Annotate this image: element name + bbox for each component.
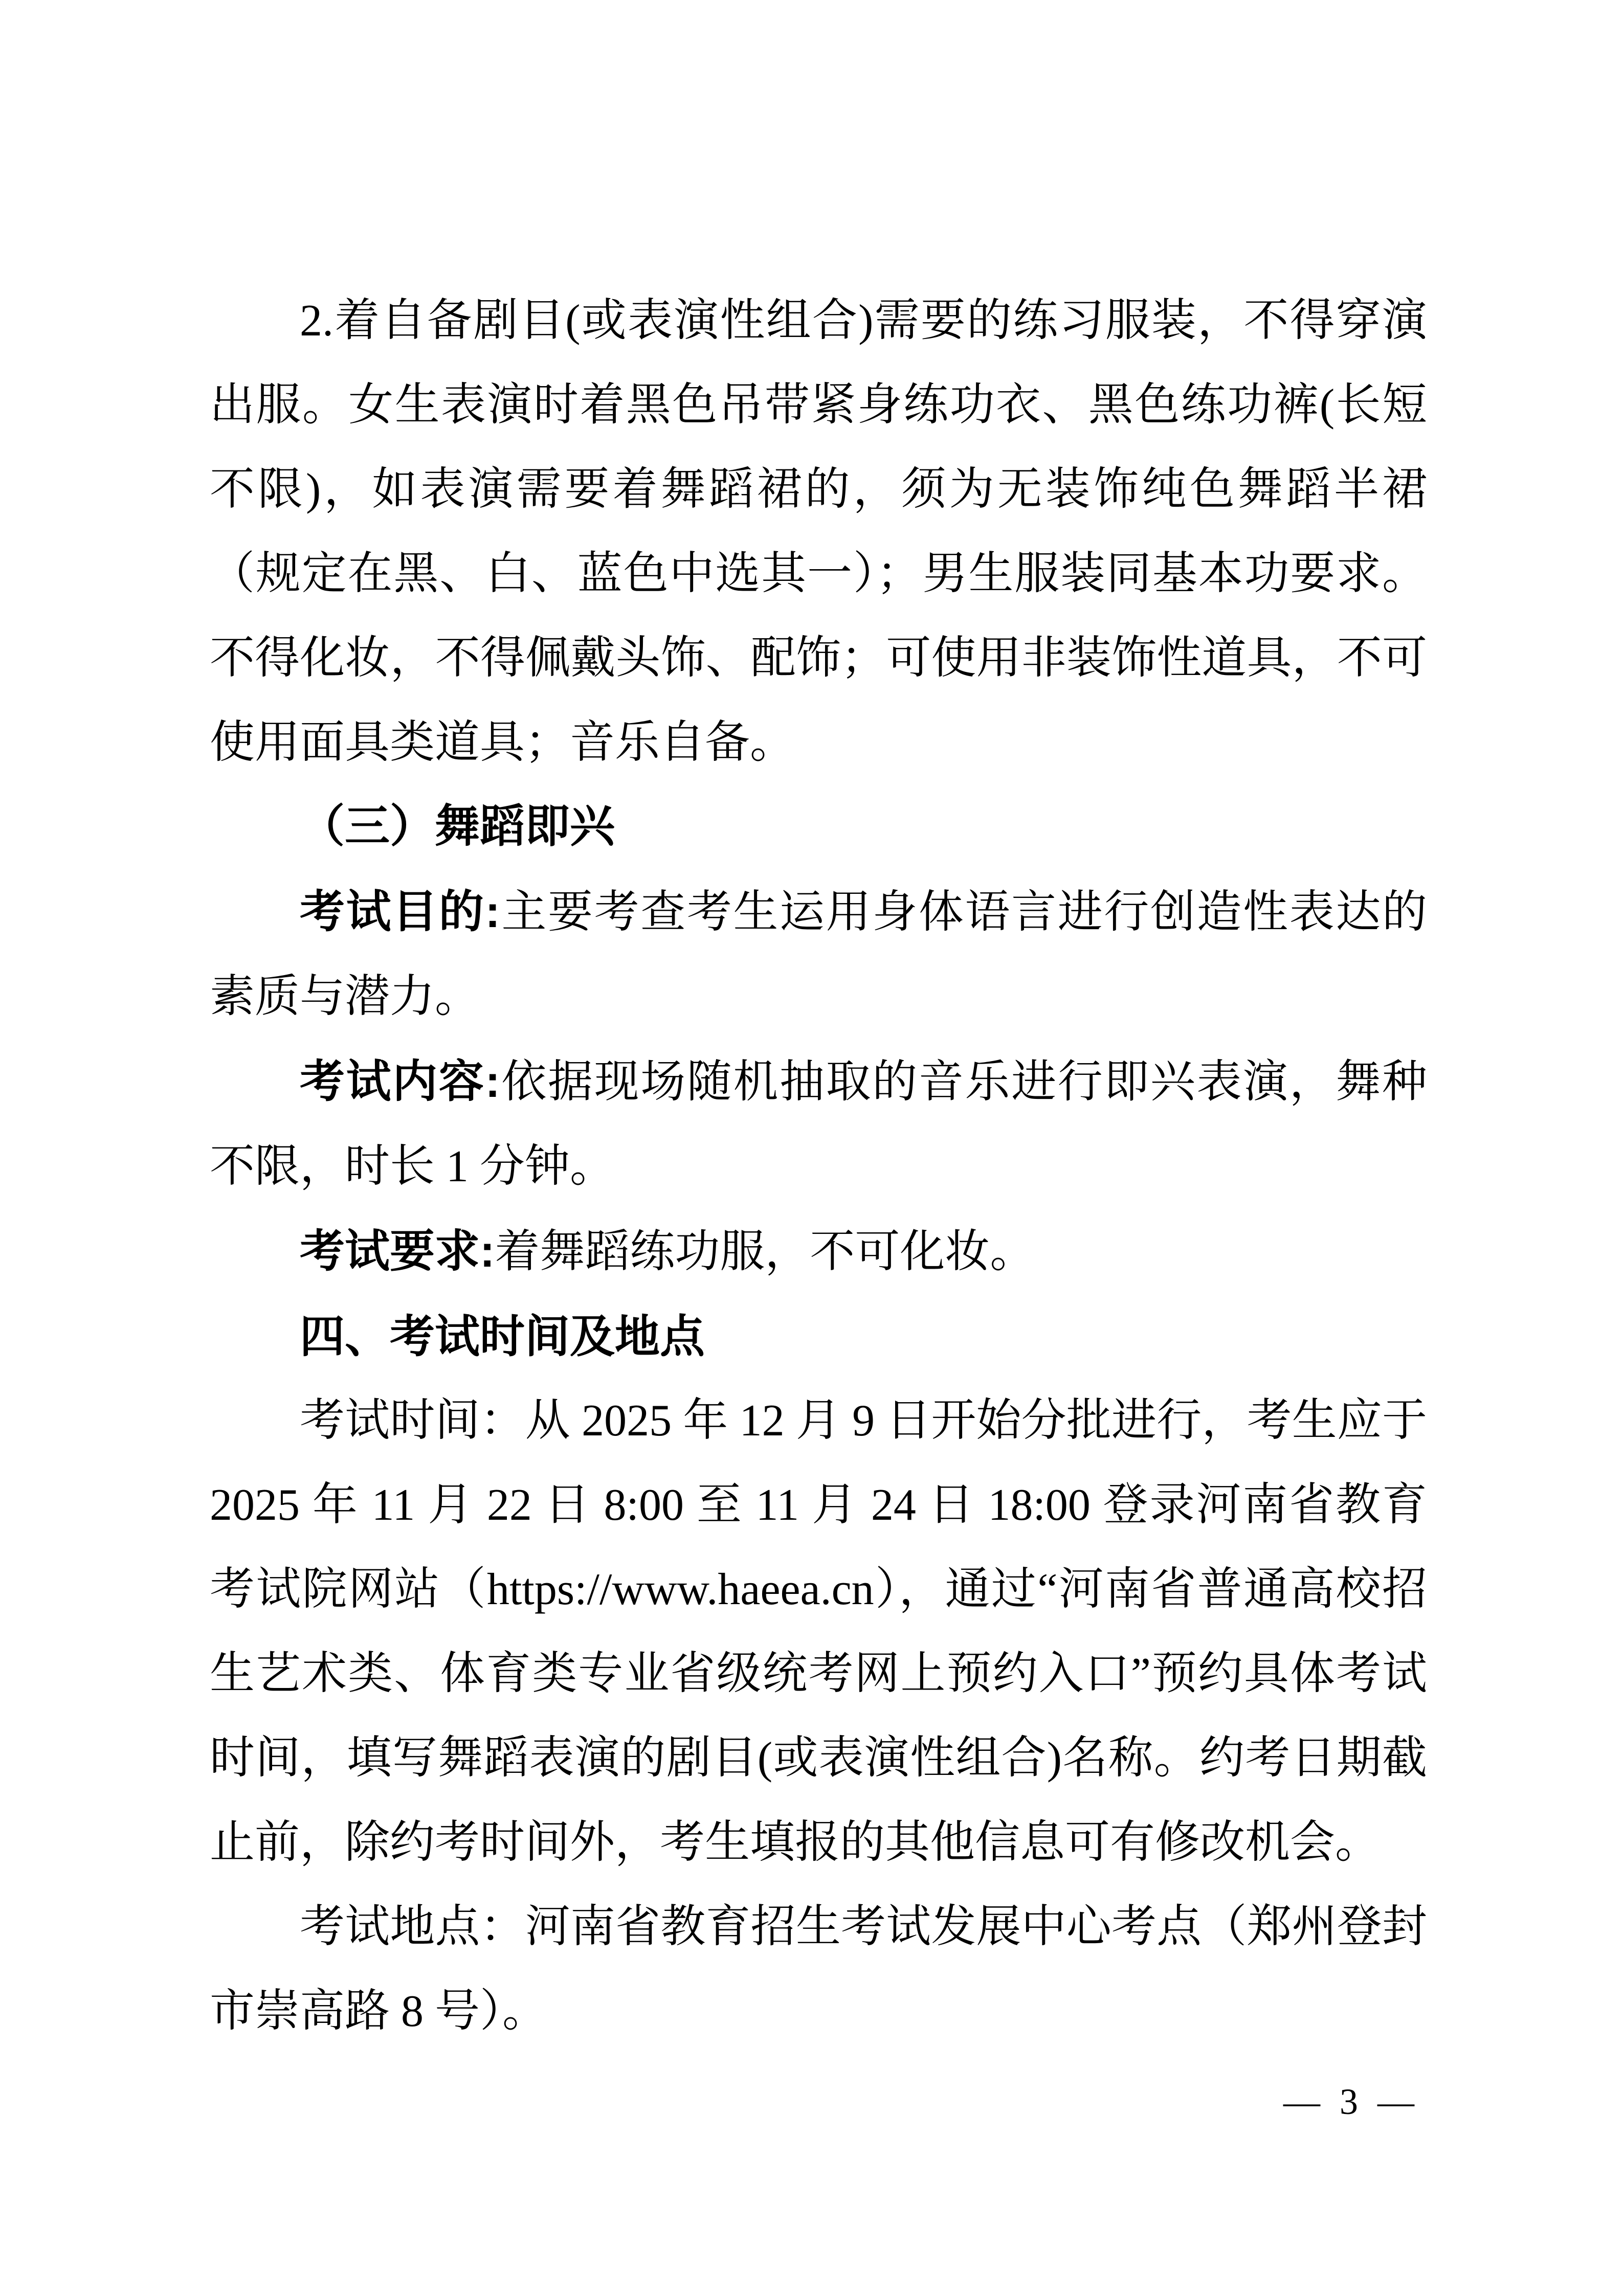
chapter-heading-time-and-place: 四、考试时间及地点	[300, 1311, 705, 1362]
paragraph-costume-requirements: 2.着自备剧目(或表演性组合)需要的练习服装，不得穿演出服。女生表演时着黑色吊带紧身练功衣、黑色练功裤(长短不限)，如表演需要着舞蹈裙的，须为无装饰纯色舞蹈半裙（规定在黑、白、蓝色中选其一）；男生服装同基本功要求。不得化妆，不得佩戴头饰、配饰；可使用非装饰性道具，不可使用面具类道具；音乐自备。	[210, 296, 1427, 768]
section-heading-dance-improvisation: （三）舞蹈即兴	[300, 802, 615, 852]
paragraph-exam-purpose	[210, 869, 1427, 1039]
exam-requirement-label: 考试要求:	[300, 1226, 495, 1276]
page-number: — 3 —	[1283, 2081, 1419, 2122]
paragraph-exam-location: 考试地点：河南省教育招生考试发展中心考点（郑州登封市崇高路 8 号）。	[210, 1902, 1427, 2036]
paragraph-exam-content	[210, 1039, 1427, 1209]
exam-content-text: 依据现场随机抽取的音乐进行即兴表演，舞种不限，时长 1 分钟。	[210, 1057, 1427, 1191]
exam-purpose-text: 主要考查考生运用身体语言进行创造性表达的素质与潜力。	[210, 888, 1427, 1022]
exam-purpose-label: 考试目的:	[300, 886, 500, 937]
paragraph-exam-time: 考试时间：从 2025 年 12 月 9 日开始分批进行，考生应于 2025 年 11 月 22 日 8:00 至 11 月 24 日 18:00 登录河南省教育考试院网站（https://www.haeea.cn），通过“河南省普通高校招生艺术类、体育类专业省级统考网上预约入口”预约具体考试时间，填写舞蹈表演的剧目(或表演性组合)名称。约考日期截止前，除约考时间外，考生填报的其他信息可有修改机会。	[210, 1396, 1427, 1867]
exam-requirement-text: 着舞蹈练功服，不可化妆。	[495, 1227, 1035, 1277]
paragraph-exam-requirement	[210, 1209, 1427, 1294]
exam-content-label: 考试内容:	[300, 1056, 500, 1107]
